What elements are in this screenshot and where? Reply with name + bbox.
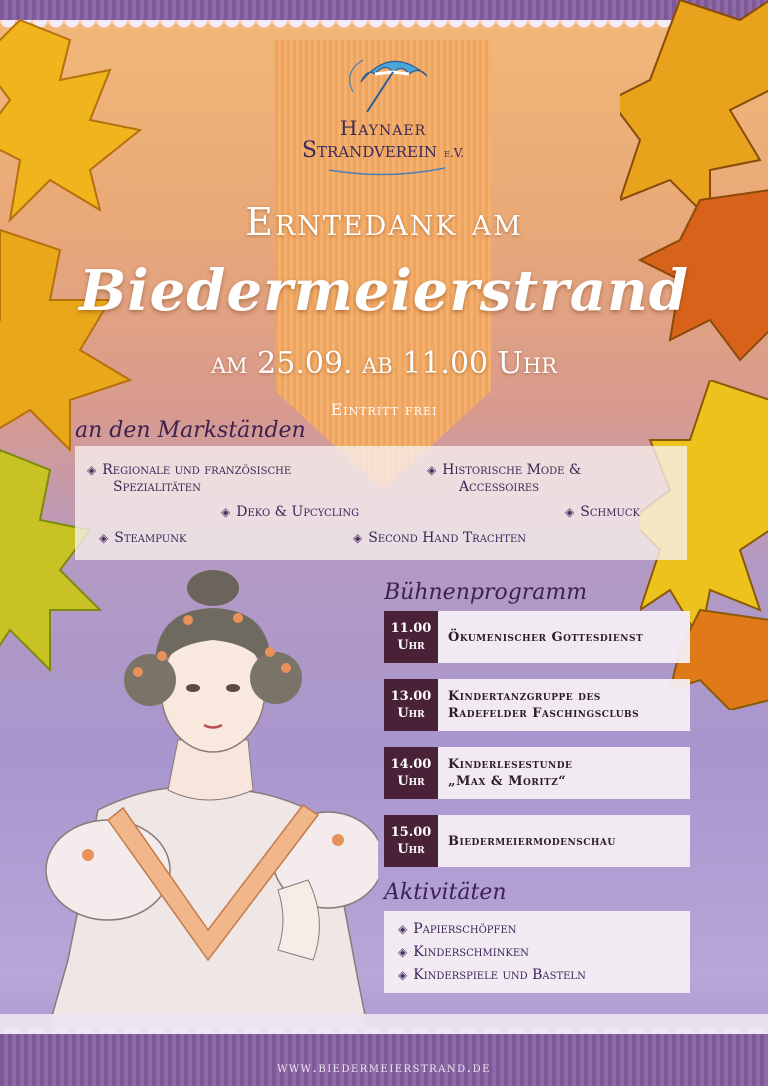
market-item-label: Steampunk [114, 530, 187, 546]
market-item-label: Deko & Upcycling [236, 504, 360, 520]
program-description-line2: Radefelder Faschingsclubs [448, 706, 640, 721]
ornament-icon: ◈ [221, 505, 231, 519]
admission-note: Eintritt frei [330, 400, 438, 419]
association-logo [283, 50, 483, 180]
program-description [438, 747, 690, 799]
program-description-line2: „Max & Moritz“ [448, 774, 567, 789]
activity-item [398, 921, 517, 937]
market-item-label: Second Hand Trachten [368, 530, 527, 546]
activity-label: Kinderschminken [413, 944, 529, 960]
program-description [438, 611, 690, 663]
market-item [221, 504, 359, 521]
market-item-continuation: Spezialitäten [113, 479, 201, 495]
market-item-label: Schmuck [580, 504, 640, 520]
market-item [427, 462, 581, 479]
program-time [384, 611, 438, 663]
program-time-unit: Uhr [397, 774, 425, 789]
markets-heading: an den Markständen [75, 418, 306, 443]
activity-label: Papierschöpfen [413, 921, 517, 937]
logo-name-line1: Haynaer [339, 116, 427, 140]
program-row [384, 747, 690, 799]
program-time-value: 13.00 [390, 689, 432, 704]
logo-name-suffix: e.V. [444, 146, 465, 160]
program-row [384, 679, 690, 731]
ornament-icon: ◈ [565, 505, 575, 519]
program-row [384, 611, 690, 663]
program-description-line1: Ökumenischer Gottesdienst [448, 629, 644, 645]
ornament-icon: ◈ [398, 968, 408, 982]
program-time-unit: Uhr [397, 638, 425, 653]
market-item-label: Regionale und französische [102, 462, 292, 478]
program-time-unit: Uhr [397, 842, 425, 857]
market-item [565, 504, 640, 521]
date-time-line: am 25.09. ab 11.00 Uhr [210, 346, 558, 381]
program-description-line1: Biedermeiermodenschau [448, 833, 616, 849]
ornament-icon: ◈ [353, 531, 363, 545]
logo-name-main: Strandverein [301, 138, 438, 163]
program-description [438, 815, 690, 867]
logo-name-line2 [283, 140, 483, 162]
program-time [384, 747, 438, 799]
program-time [384, 679, 438, 731]
program-description-line1: Kindertanzgruppe des [448, 689, 601, 704]
ornament-icon: ◈ [99, 531, 109, 545]
ornament-icon: ◈ [87, 463, 97, 477]
program-time-unit: Uhr [397, 706, 425, 721]
stage-heading: Bühnenprogramm [384, 580, 588, 605]
activity-item [398, 944, 529, 960]
program-description-line1: Kinderlesestunde [448, 757, 573, 772]
markets-box [75, 446, 687, 560]
program-time [384, 815, 438, 867]
activity-item [398, 967, 586, 983]
market-item-continuation: Accessoires [459, 479, 540, 495]
activity-label: Kinderspiele und Basteln [413, 967, 586, 983]
biedermeier-lady-illustration [38, 560, 378, 1030]
ornament-icon: ◈ [427, 463, 437, 477]
activities-heading: Aktivitäten [384, 880, 507, 905]
title-line1: Erntedank am [245, 200, 523, 244]
program-time-value: 11.00 [390, 621, 432, 636]
program-time-value: 14.00 [390, 757, 432, 772]
ornament-icon: ◈ [398, 945, 408, 959]
market-item [87, 462, 291, 479]
program-description [438, 679, 690, 731]
umbrella-icon [343, 52, 433, 116]
market-item [99, 530, 186, 547]
market-item-label: Historische Mode & [442, 462, 582, 478]
program-time-value: 15.00 [390, 825, 432, 840]
logo-swash [327, 166, 447, 178]
title-line2: Biedermeierstrand [79, 258, 689, 324]
ornament-icon: ◈ [398, 922, 408, 936]
activities-box [384, 911, 690, 993]
program-row [384, 815, 690, 867]
market-item [353, 530, 526, 547]
website-link[interactable]: www.biedermeierstrand.de [277, 1060, 491, 1076]
